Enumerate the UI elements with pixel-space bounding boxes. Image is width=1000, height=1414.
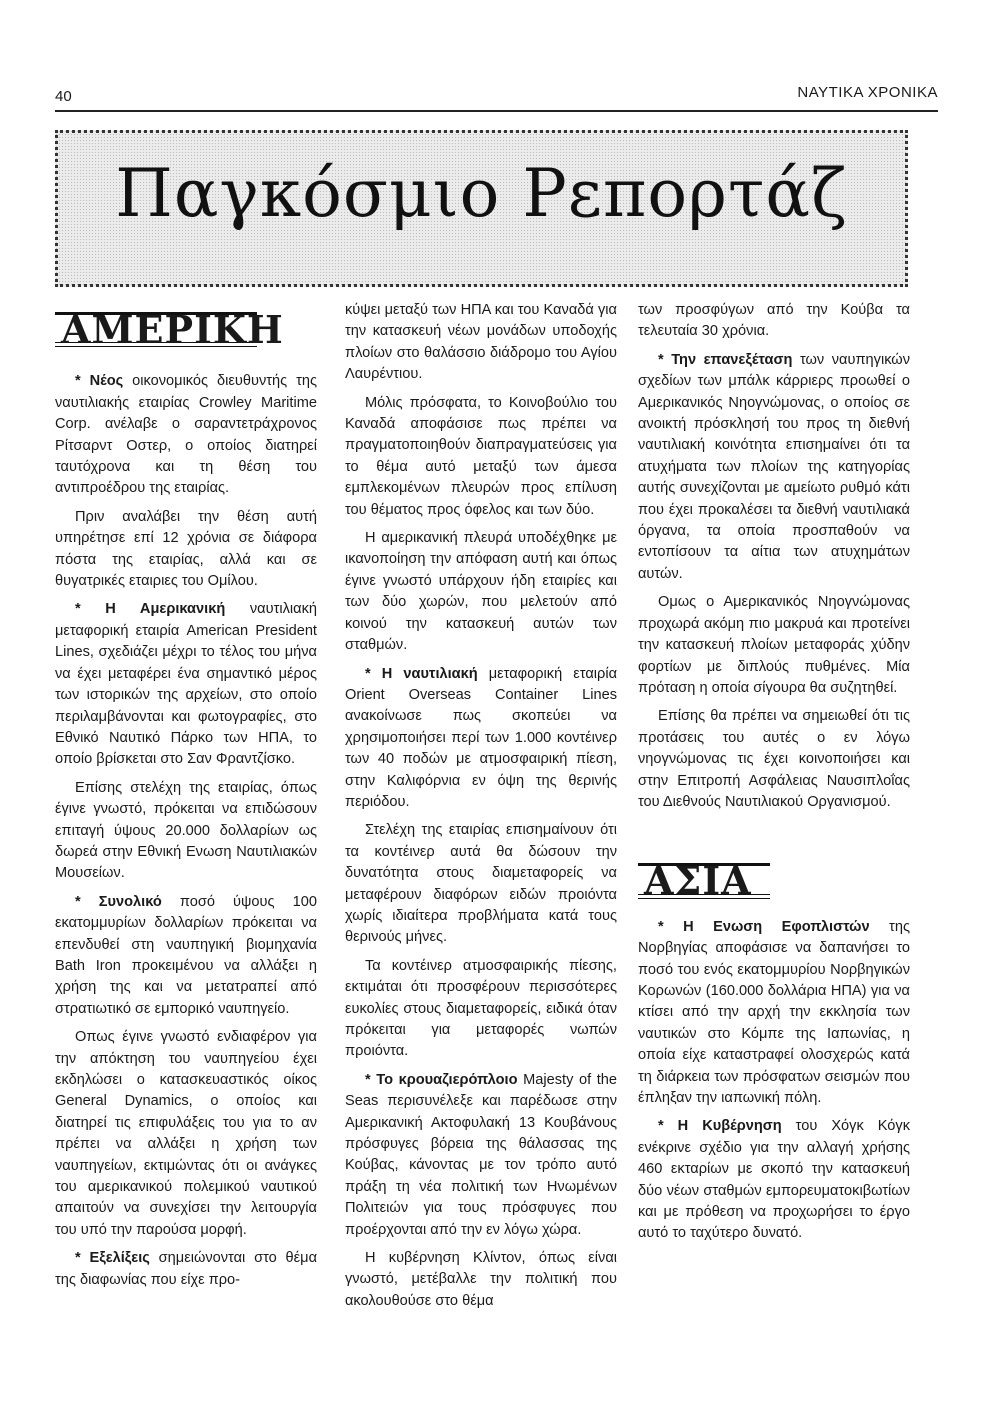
paragraph-text: των ναυπηγικών σχεδίων των μπάλκ κάρριερς προωθεί ο Αμερικανικός Νηογνώμονας, ο οποίος σε ανοικτή πρόσκλησή του προς τη διεθνή ναυτιλιακή κοινότητα επισημαίνει ότι τα ατυχήματα των πλοίων της κατηγορίας αυτής συνεχίζονται με αμείωτο ρυθμό κάτι που έχει προκαλέσει τα διεθνή ναυτιλιακά όργανα, τα οποία προσπαθούν να εντοπίσουν τα αίτια των ατυχημάτων αυτών. bbox=[638, 351, 910, 582]
lead-in: * Συνολικό bbox=[75, 893, 162, 910]
article-paragraph bbox=[345, 820, 617, 948]
lead-in: * Νέος bbox=[75, 373, 124, 390]
lead-in: * Η Ενωση Εφοπλιστών bbox=[658, 918, 870, 935]
paragraph-text: της Νορβηγίας αποφάσισε να δαπανήσει το ποσό του ενός εκατομμυρίου Νορβηγικών Κορωνών (160.000 δολλάρια ΗΠΑ) για να κτίσει από την αρχή την εκκλησία των ναυτικών στο Κόμπε της Ιαπωνίας, η οποία είχε καταστραφεί ολοσχερώς κατά τη διάρκεια των πρόσφατων σεισμών που έπληξαν την ιαπωνική πόλη. bbox=[638, 918, 910, 1106]
section-title-asia: ΑΣΙΑ bbox=[644, 858, 752, 904]
paragraph-text: Η αμερικανική πλευρά υποδέχθηκε με ικανοποίηση την απόφαση αυτή και όπως έγινε γνωστό υπάρχουν ήδη εταιρίες και των δύο χωρών, που μελετούν από κοινού την κατασκευή αυτών των σταθμών. bbox=[345, 530, 617, 654]
article-paragraph bbox=[638, 350, 910, 585]
column-2 bbox=[345, 300, 617, 1319]
paragraph-text: σημειώνονται στο θέμα της διαφωνίας που είχε προ- bbox=[55, 1250, 318, 1288]
lead-in: * Η ναυτιλιακή bbox=[365, 665, 478, 682]
paragraph-text: κύψει μεταξύ των ΗΠΑ και του Καναδά για την κατασκευή νέων μονάδων υποδοχής πλοίων στο θαλάσσιο διάδρομο του Αγίου Λαυρέντιου. bbox=[345, 302, 617, 383]
column-3 bbox=[638, 300, 910, 1252]
section-title-america: ΑΜΕΡΙΚΗ bbox=[61, 307, 284, 352]
article-paragraph bbox=[55, 892, 317, 1020]
article-paragraph bbox=[345, 300, 617, 386]
article-paragraph bbox=[345, 393, 617, 521]
paragraph-text: Στελέχη της εταιρίας επισημαίνουν ότι τα κοντέινερ αυτά θα δώσουν την δυνατότητα στους διαμεταφορείς να μεταφέρουν διαφόρων ειδών προιόντα χωρίς ιδιαίτερα προβλήματα κατά τους θερινούς μήνες. bbox=[345, 822, 617, 946]
article-paragraph bbox=[638, 1116, 910, 1244]
article-paragraph bbox=[345, 1070, 617, 1241]
paragraph-text: Πριν αναλάβει την θέση αυτή υπηρέτησε επί 12 χρόνια σε διάφορα πόστα της εταιρίας, αλλά και σε θυγατρικές εταιριες του Ομίλου. bbox=[55, 508, 317, 590]
article-paragraph bbox=[55, 778, 317, 885]
paragraph-text: ποσό ύψους 100 εκατομμυρίων δολλαρίων πρόκειται να επενδυθεί στη ναυπηγική βιομηχανία Bath Iron προκειμένου να αλλάξει η χρήση της και να μετατραπεί από στρατιωτικό σε εμπορικό ναυπηγείο. bbox=[55, 893, 317, 1017]
article-paragraph bbox=[638, 917, 910, 1110]
article-paragraph bbox=[55, 1248, 317, 1291]
paragraph-text: Majesty of the Seas περισυνέλεξε και παρέδωσε στην Αμερικανική Ακτοφυλακή 13 Κουβάνους πρόσφυγες βόρεια της θάλασσας της Κούβας, κάνοντας με τον τρόπο αυτό πράξη τη νέα πολιτική των Ηνωμένων Πολιτειών για τους πρόσφυγες που προέρχονται από την εν λόγω χώρα. bbox=[345, 1071, 618, 1238]
article-paragraph bbox=[55, 599, 317, 770]
header-rule bbox=[55, 110, 938, 112]
paragraph-text: Οπως έγινε γνωστό ενδιαφέρον για την απόκτηση του ναυπηγείου έχει εκδηλώσει ο κατασκευαστικός οίκος General Dynamics, ο οποίος και διατηρεί τις επιφυλάξεις του για το αν πρέπει να αλλάξει η χρήση των ναυπηγείων, εκτιμώντας ότι οι ανάγκες του αμερικανικού πολεμικού ναυτικού απαιτούν να συνεχίσει την λειτουργία του υπό την παρούσα μορφή. bbox=[55, 1029, 317, 1238]
paragraph-text: Τα κοντέινερ ατμοσφαιρικής πίεσης, εκτιμάται ότι προσφέρουν περισσότερες ευκολίες στους διαμεταφορείς, ειδικά όταν πρόκειται για μεταφορές νωπών προιόντα. bbox=[345, 957, 617, 1060]
column-1 bbox=[55, 300, 317, 1298]
article-paragraph bbox=[345, 956, 617, 1063]
paragraph-text: οικονομικός διευθυντής της ναυτιλιακής εταιρίας Crowley Maritime Corp. ανέλαβε ο σαραντετράχρονος Ρίτσαρντ Οστερ, ο οποίος διατηρεί ταυτόχρονα και τη θέση του αντιπροέδρου της εταιρίας. bbox=[55, 373, 317, 497]
banner-title: Παγκόσμιο Ρεπορτάζ bbox=[115, 155, 848, 232]
lead-in: * Η Κυβέρνηση bbox=[658, 1118, 782, 1135]
article-paragraph bbox=[345, 528, 617, 656]
article-paragraph bbox=[55, 371, 317, 499]
article-paragraph bbox=[55, 507, 317, 593]
banner bbox=[55, 130, 908, 287]
article-paragraph bbox=[345, 1248, 617, 1312]
paragraph-text: Η κυβέρνηση Κλίντον, όπως είναι γνωστό, μετέβαλλε την πολιτική που ακολουθούσε στο θέμα bbox=[345, 1250, 617, 1309]
paragraph-text: Ομως ο Αμερικανικός Νηογνώμονας προχωρά ακόμη πιο μακρυά και προτείνει την κατασκευή πλοίων μεταφοράς χύδην φορτίων με διπλούς πυθμένες. Μία πρόταση η οποία σίγουρα θα συζητηθεί. bbox=[638, 594, 910, 696]
section-heading-america bbox=[55, 307, 284, 352]
paragraph-text: των προσφύγων από την Κούβα τα τελευταία 30 χρόνια. bbox=[638, 302, 910, 340]
lead-in: * Το κρουαζιερόπλοιο bbox=[365, 1071, 518, 1088]
article-paragraph bbox=[638, 300, 910, 343]
lead-in: * Την επανεξέταση bbox=[658, 351, 793, 368]
running-head: ΝΑΥΤΙΚΑ ΧΡΟΝΙΚΑ bbox=[797, 84, 938, 101]
article-paragraph bbox=[638, 592, 910, 699]
lead-in: * Εξελίξεις bbox=[75, 1250, 150, 1267]
paragraph-text: του Χόγκ Κόγκ ενέκρινε σχέδιο για την αλλαγή χρήσης 460 εκταρίων με σκοπό την κατασκευή δύο νέων σταθμών εμπορευματοκιβωτίων και με πρόθεση να προχωρήσει το έργο αυτό το ταχύτερο δυνατό. bbox=[638, 1118, 911, 1242]
paragraph-text: μεταφορική εταιρία Orient Overseas Container Lines ανακοίνωσε πως σκοπεύει να χρησιμοποιήσει περί των 1.000 κοντέινερ των 40 ποδών με ατμοσφαιρική πίεση, στην Καλιφόρνια εν όψη της θερινής περιόδου. bbox=[345, 665, 618, 810]
article-paragraph bbox=[345, 664, 617, 814]
paragraph-text: Επίσης στελέχη της εταιρίας, όπως έγινε γνωστό, πρόκειται να επιδώσουν επιταγή ύψους 20.000 δολλαρίων ως δωρεά στην Εθνική Ενωση Ναυτιλιακών Μουσείων. bbox=[55, 779, 317, 882]
paragraph-text: Μόλις πρόσφατα, το Κοινοβούλιο του Καναδά αποφάσισε πως πρέπει να πραγματοποιηθούν διαπραγματεύσεις για το θέμα αυτό μεταξύ των άμεσα εμπλεκομένων πλευρών προς επίλυση του θέματος προς όφελος και των δύο. bbox=[345, 394, 617, 518]
section-heading-asia bbox=[638, 858, 770, 904]
article-paragraph bbox=[55, 1027, 317, 1241]
page-number: 40 bbox=[55, 88, 72, 105]
paragraph-text: ναυτιλιακή μεταφορική εταιρία American President Lines, σχεδιάζει μέχρι το τέλος του μήνα να έχει μεταφέρει ένα σημαντικό μέρος των ιστορικών της αρχείων, στο οποίο περιλαμβάνονται και φωτογραφίες, στο Εθνικό Ναυτικό Πάρκο των ΗΠΑ, το οποίο βρίσκεται στο Σαν Φραντζίσκο. bbox=[55, 601, 317, 768]
lead-in: * Η Αμερικανική bbox=[75, 601, 226, 618]
paragraph-text: Επίσης θα πρέπει να σημειωθεί ότι τις προτάσεις του αυτές ο εν λόγω νηογνώμονας τις έχει κοινοποιήσει και στην Επιτροπή Ασφάλειας Ναυσιπλοΐας του Διεθνούς Ναυτιλιακού Οργανισμού. bbox=[638, 708, 910, 810]
article-paragraph bbox=[638, 706, 910, 813]
